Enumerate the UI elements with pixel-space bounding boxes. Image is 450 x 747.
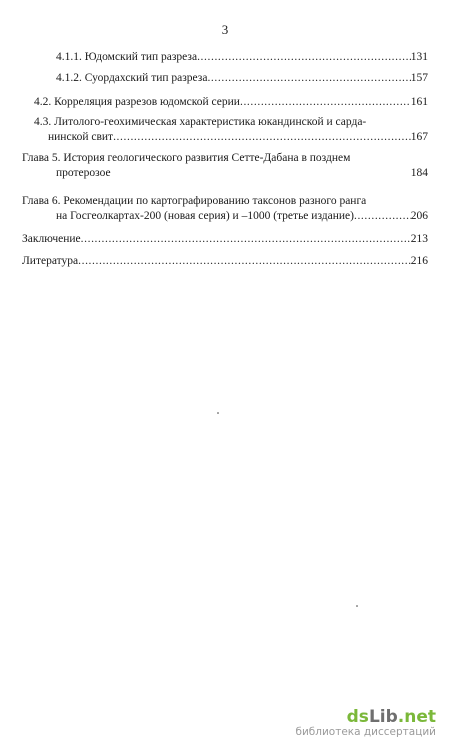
toc-chapter-5 [56, 166, 428, 180]
toc-entry-4-3-line1: 4.3. Литолого-геохимическая характеристика юкандинской и сарда- [34, 116, 367, 128]
leader-dots [197, 50, 411, 64]
toc-page-ref: 161 [410, 96, 428, 108]
leader-dots [78, 254, 411, 268]
toc-entry-title: Заключение [22, 233, 81, 245]
toc-page-ref: 184 [410, 167, 428, 179]
scan-speck [217, 412, 219, 414]
watermark-brand-green: ds [346, 707, 369, 727]
toc-entry-title: 4.1.2. Суордахский тип разреза [56, 72, 208, 84]
toc-conclusion [22, 232, 428, 246]
dslib-watermark [295, 708, 436, 739]
toc-page-ref: 157 [410, 72, 428, 84]
toc-entry-title: протерозое [56, 167, 111, 179]
watermark-brand-tail: .net [397, 707, 436, 727]
leader-dots [207, 71, 410, 85]
toc-page-ref: 206 [410, 210, 428, 222]
toc-entry-title: нинской свит [48, 131, 114, 143]
toc-entry-4-1-2 [56, 71, 428, 85]
leader-dots [113, 130, 411, 144]
toc-entry-title: на Госгеолкартах-200 (новая серия) и –1000 (третье издание) [56, 210, 354, 222]
toc-entry-4-3 [48, 130, 428, 144]
toc-page-ref: 167 [410, 131, 428, 143]
toc-page-ref: 131 [410, 51, 428, 63]
toc-page-ref: 213 [410, 233, 428, 245]
watermark-tagline: библиотека диссертаций [295, 726, 436, 738]
leader-dots [81, 232, 411, 246]
toc-chapter-5-line1: Глава 5. История геологического развития Сетте-Дабана в позднем [22, 152, 351, 164]
leader-dots [240, 95, 411, 109]
toc-entry-title: 4.1.1. Юдомский тип разреза [56, 51, 198, 63]
page-number: 3 [221, 22, 229, 37]
toc-entry-title: Литература [22, 255, 79, 267]
toc-chapter-6-line1: Глава 6. Рекомендации по картографированию таксонов разного ранга [22, 195, 367, 207]
watermark-brand-dark: Lib [368, 707, 398, 727]
toc-entry-4-2 [34, 95, 428, 109]
leader-dots [354, 209, 411, 223]
toc-page-ref: 216 [410, 255, 428, 267]
toc-entry-title: 4.2. Корреляция разрезов юдомской серии [34, 96, 240, 108]
scan-speck [356, 605, 358, 607]
toc-chapter-6 [56, 209, 428, 223]
toc-entry-4-1-1 [56, 50, 428, 64]
toc-literature [22, 254, 428, 268]
watermark-logo [295, 708, 436, 726]
